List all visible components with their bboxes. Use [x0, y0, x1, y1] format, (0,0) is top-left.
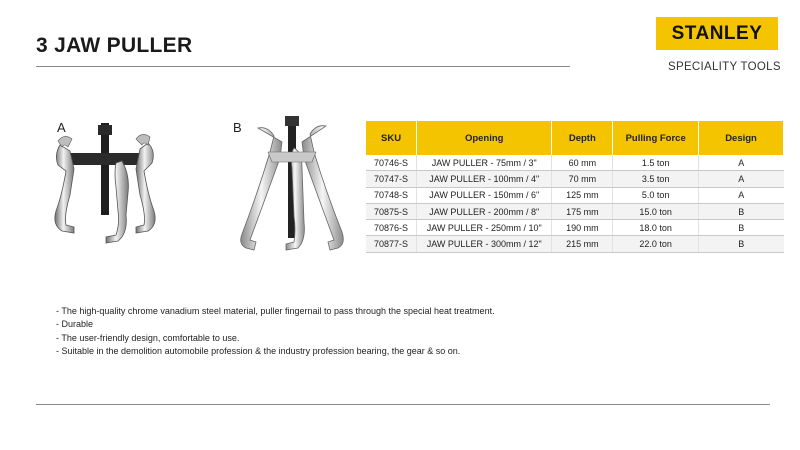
cell-design: A: [699, 171, 784, 187]
title-divider: [36, 66, 570, 67]
feature-item: - Suitable in the demolition automobile profession & the industry profession bearing, the gear & so on.: [56, 346, 461, 357]
spec-table: [366, 121, 784, 253]
cell-pulling-force: 18.0 ton: [613, 220, 699, 236]
bottom-divider: [36, 404, 770, 405]
header-sku: SKU: [366, 121, 417, 155]
cell-sku: 70875-S: [366, 203, 417, 219]
image-label-b: B: [233, 120, 242, 135]
cell-depth: 175 mm: [552, 203, 613, 219]
table-row: [366, 203, 784, 219]
image-label-a: A: [57, 120, 66, 135]
cell-opening: JAW PULLER - 75mm / 3": [417, 155, 552, 171]
jaw-puller-b-image: [228, 112, 360, 260]
page-title: 3 JAW PULLER: [36, 34, 193, 57]
cell-depth: 190 mm: [552, 220, 613, 236]
cell-sku: 70877-S: [366, 236, 417, 252]
cell-opening: JAW PULLER - 300mm / 12": [417, 236, 552, 252]
table-row: [366, 220, 784, 236]
feature-item: - The high-quality chrome vanadium steel material, puller fingernail to pass through the special heat treatment.: [56, 306, 495, 316]
cell-depth: 215 mm: [552, 236, 613, 252]
cell-design: B: [699, 236, 784, 252]
header-opening: Opening: [417, 121, 552, 155]
header-pulling-force: Pulling Force: [613, 121, 699, 155]
cell-sku: 70748-S: [366, 187, 417, 203]
table-row: [366, 155, 784, 171]
table-row: [366, 171, 784, 187]
header-design: Design: [699, 121, 784, 155]
cell-pulling-force: 15.0 ton: [613, 203, 699, 219]
jaw-puller-a-image: [44, 115, 170, 255]
table-row: [366, 187, 784, 203]
cell-design: A: [699, 187, 784, 203]
cell-opening: JAW PULLER - 100mm / 4": [417, 171, 552, 187]
cell-pulling-force: 1.5 ton: [613, 155, 699, 171]
header-depth: Depth: [552, 121, 613, 155]
cell-design: A: [699, 155, 784, 171]
table-row: [366, 236, 784, 252]
cell-opening: JAW PULLER - 150mm / 6": [417, 187, 552, 203]
cell-opening: JAW PULLER - 250mm / 10": [417, 220, 552, 236]
cell-sku: 70747-S: [366, 171, 417, 187]
cell-pulling-force: 3.5 ton: [613, 171, 699, 187]
cell-pulling-force: 22.0 ton: [613, 236, 699, 252]
cell-sku: 70876-S: [366, 220, 417, 236]
cell-depth: 60 mm: [552, 155, 613, 171]
cell-pulling-force: 5.0 ton: [613, 187, 699, 203]
spec-table-header-row: [366, 121, 784, 155]
cell-opening: JAW PULLER - 200mm / 8": [417, 203, 552, 219]
brand-logo-text: STANLEY: [671, 22, 763, 44]
feature-list: [56, 305, 495, 359]
feature-item: - Durable: [56, 319, 94, 330]
cell-sku: 70746-S: [366, 155, 417, 171]
cell-design: B: [699, 220, 784, 236]
brand-subtitle: SPECIALITY TOOLS: [668, 61, 781, 73]
cell-depth: 70 mm: [552, 171, 613, 187]
brand-logo: [656, 17, 778, 50]
feature-item: - The user-friendly design, comfortable to use.: [56, 332, 240, 343]
cell-design: B: [699, 203, 784, 219]
cell-depth: 125 mm: [552, 187, 613, 203]
